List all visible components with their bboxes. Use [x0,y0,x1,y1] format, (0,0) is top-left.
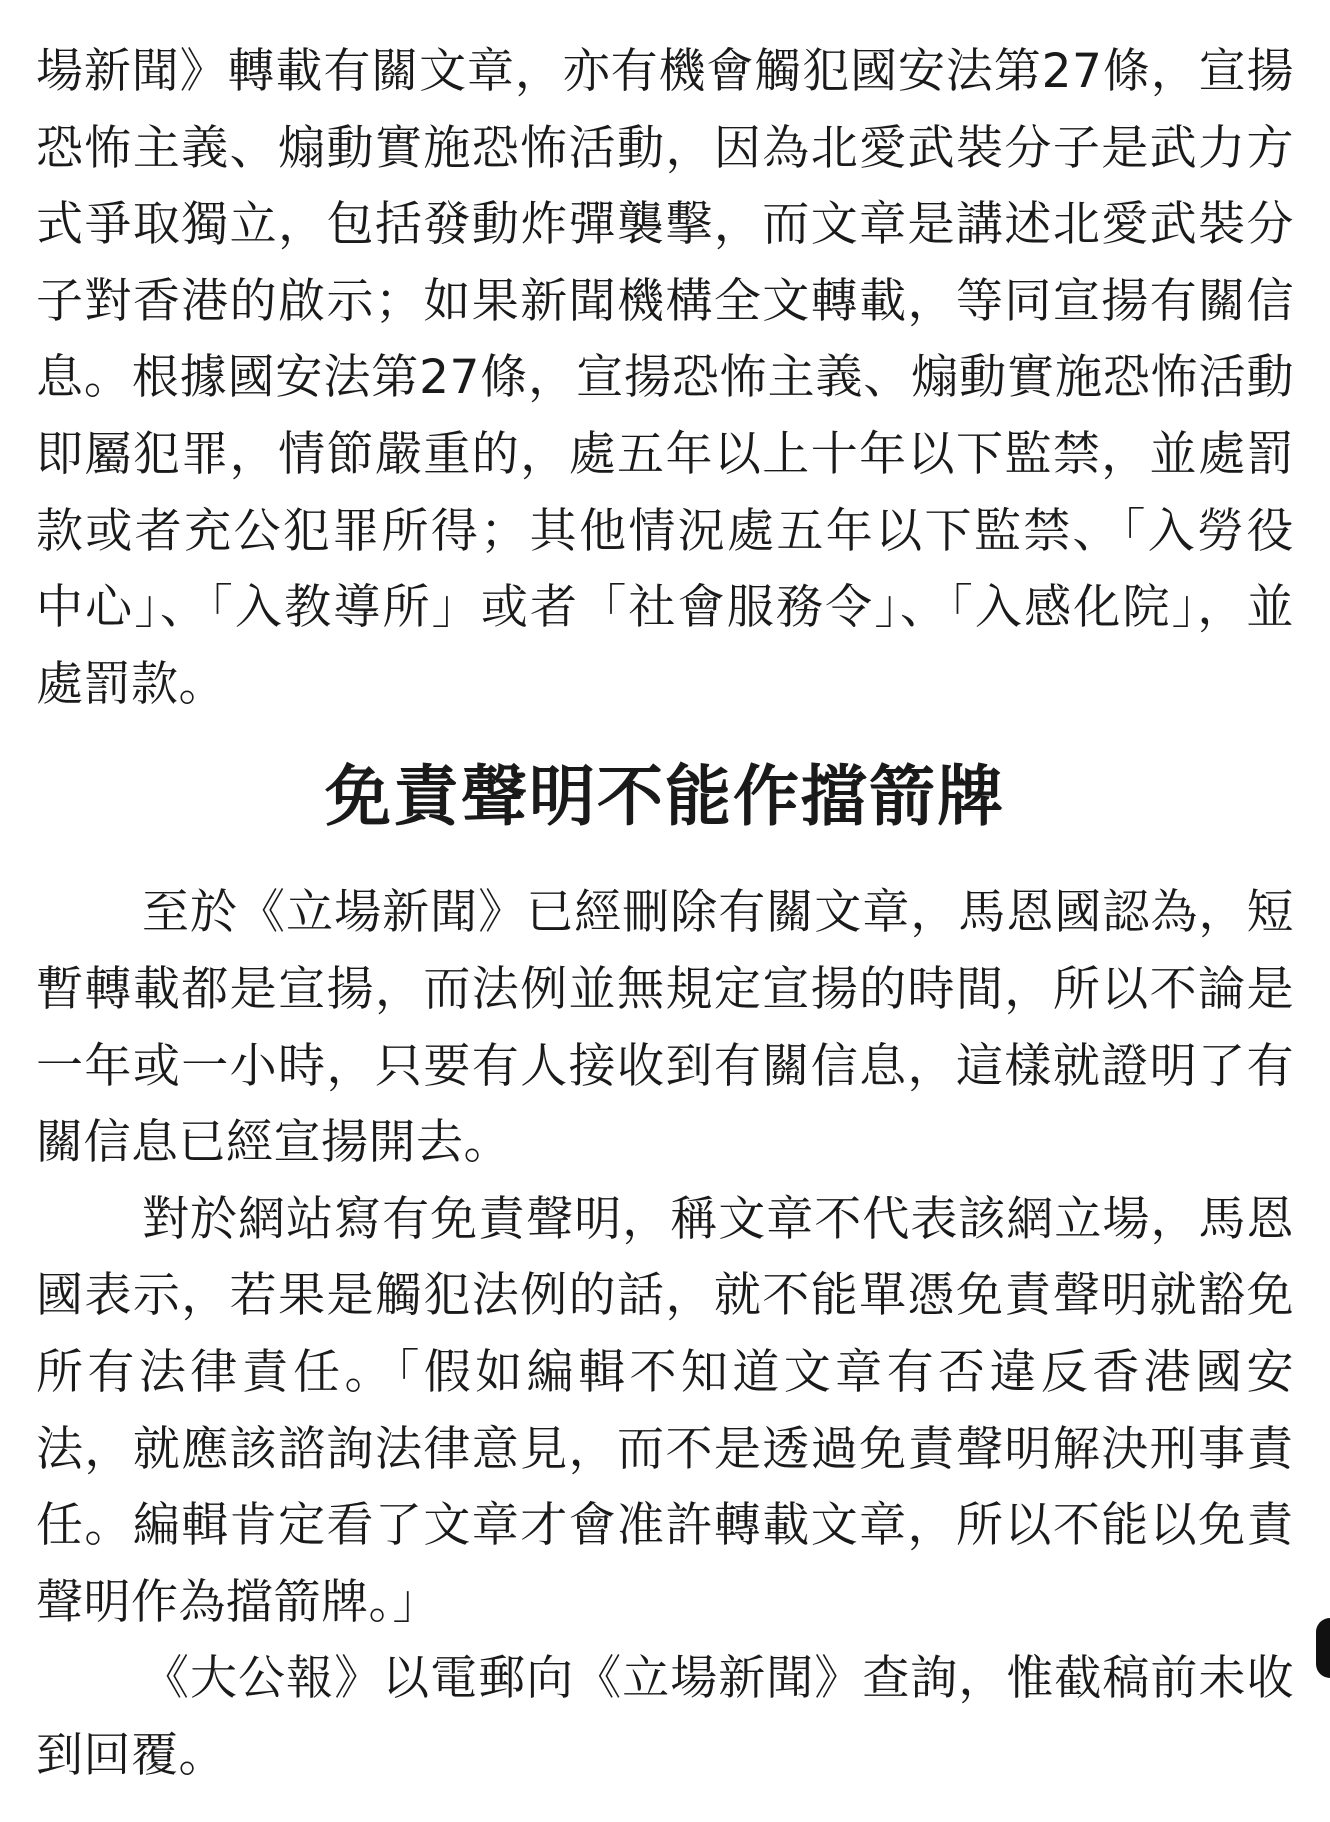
paragraph: 至於《立場新聞》已經刪除有關文章，馬恩國認為，短暫轉載都是宣揚，而法例並無規定宣揚的時間，所以不論是一年或一小時，只要有人接收到有關信息，這樣就證明了有關信息已經宣揚開去。 [36,885,1294,1171]
article-body [36,34,1294,1794]
paragraph: 《大公報》以電郵向《立場新聞》查詢，惟截稿前未收到回覆。 [36,1651,1294,1783]
paragraph: 對於網站寫有免責聲明，稱文章不代表該網立場，馬恩國表示，若果是觸犯法例的話，就不能單憑免責聲明就豁免所有法律責任。「假如編輯不知道文章有否違反香港國安法，就應該諮詢法律意見，而不是透過免責聲明解決刑事責任。編輯肯定看了文章才會准許轉載文章，所以不能以免責聲明作為擋箭牌。」 [36,1191,1294,1630]
paragraph-continued: 場新聞》轉載有關文章，亦有機會觸犯國安法第27條，宣揚恐怖主義、煽動實施恐怖活動，因為北愛武裝分子是武力方式爭取獨立，包括發動炸彈襲擊，而文章是講述北愛武裝分子對香港的啟示；如果新聞機構全文轉載，等同宣揚有關信息。根據國安法第27條，宣揚恐怖主義、煽動實施恐怖活動即屬犯罪，情節嚴重的，處五年以上十年以下監禁，並處罰款或者充公犯罪所得；其他情況處五年以下監禁、「入勞役中心」、「入教導所」或者「社會服務令」、「入感化院」，並處罰款。 [36,44,1294,712]
subheading: 免責聲明不能作擋箭牌 [325,758,1005,836]
page-edge-marker [1316,1618,1330,1678]
